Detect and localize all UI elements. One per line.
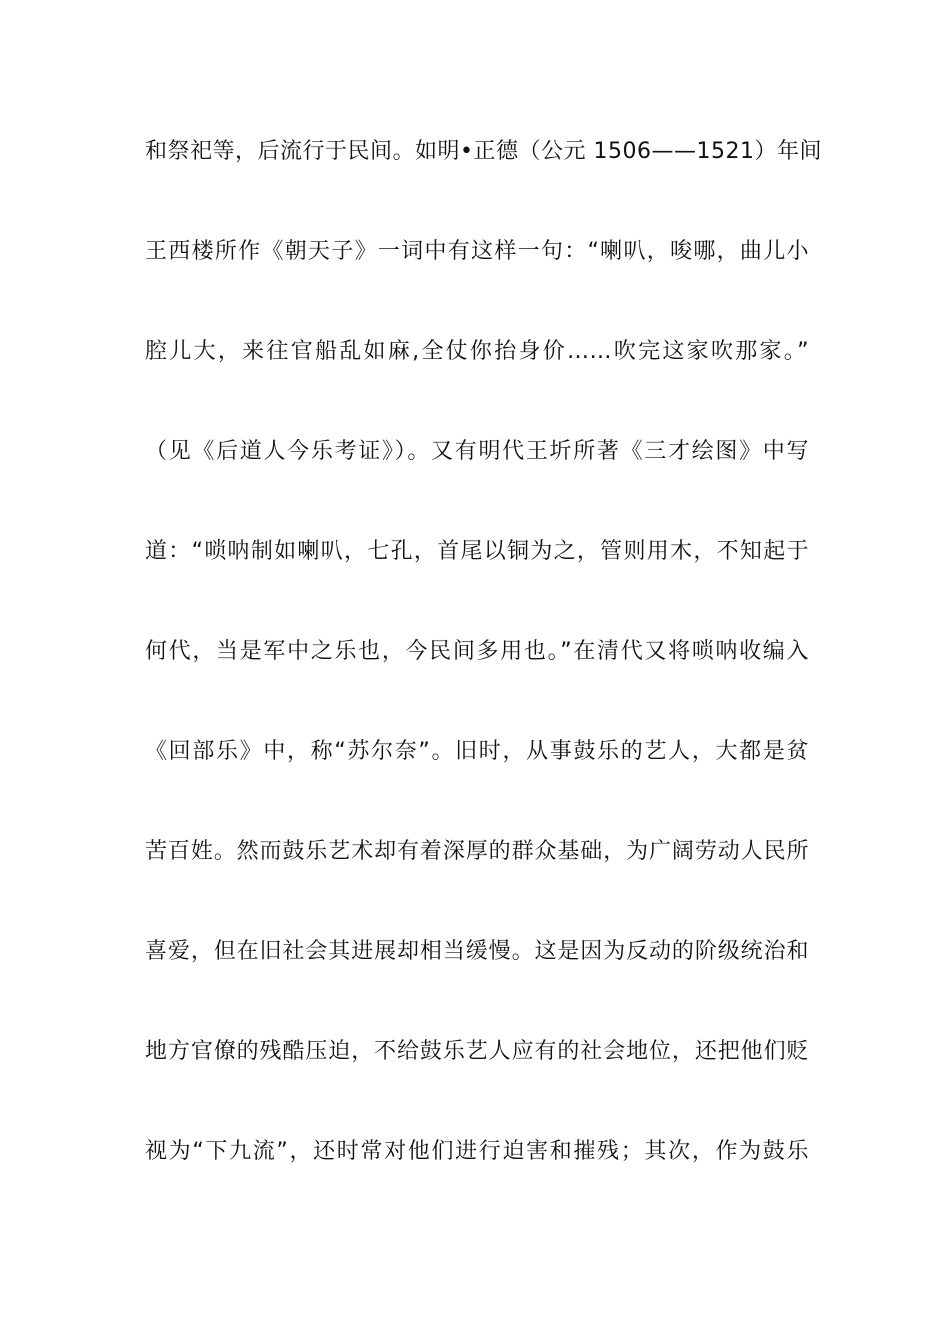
text-line-2: 王西楼所作《朝天子》一词中有这样一句：“喇叭，唆哪，曲儿小: [145, 239, 809, 264]
text-line-5: 道：“唢呐制如喇叭，七孔，首尾以铜为之，管则用木，不知起于: [145, 539, 809, 564]
text-line-8: 苦百姓。然而鼓乐艺术却有着深厚的群众基础，为广阔劳动人民所: [145, 839, 809, 864]
text-line-11: 视为“下九流”，还时常对他们进行迫害和摧残；其次，作为鼓乐: [145, 1139, 809, 1164]
body-text: [145, 127, 822, 1227]
text-line-3: 腔儿大，来往官船乱如麻,全仗你抬身价……吹完这家吹那家。”: [145, 339, 809, 364]
text-line-7: 《回部乐》中，称“苏尔奈”。旧时，从事鼓乐的艺人，大都是贫: [145, 739, 809, 764]
text-line-1: 和祭祀等，后流行于民间。如明•正德（公元 1506——1521）年间: [145, 139, 822, 164]
text-line-9: 喜爱，但在旧社会其进展却相当缓慢。这是因为反动的阶级统治和: [145, 939, 809, 964]
text-line-6: 何代，当是军中之乐也，今民间多用也。”在清代又将唢呐收编入: [145, 639, 809, 664]
text-line-10: 地方官僚的残酷压迫，不给鼓乐艺人应有的社会地位，还把他们贬: [145, 1039, 809, 1064]
text-line-4: （见《后道人今乐考证》）。又有明代王圻所著《三才绘图》中写: [145, 439, 809, 464]
